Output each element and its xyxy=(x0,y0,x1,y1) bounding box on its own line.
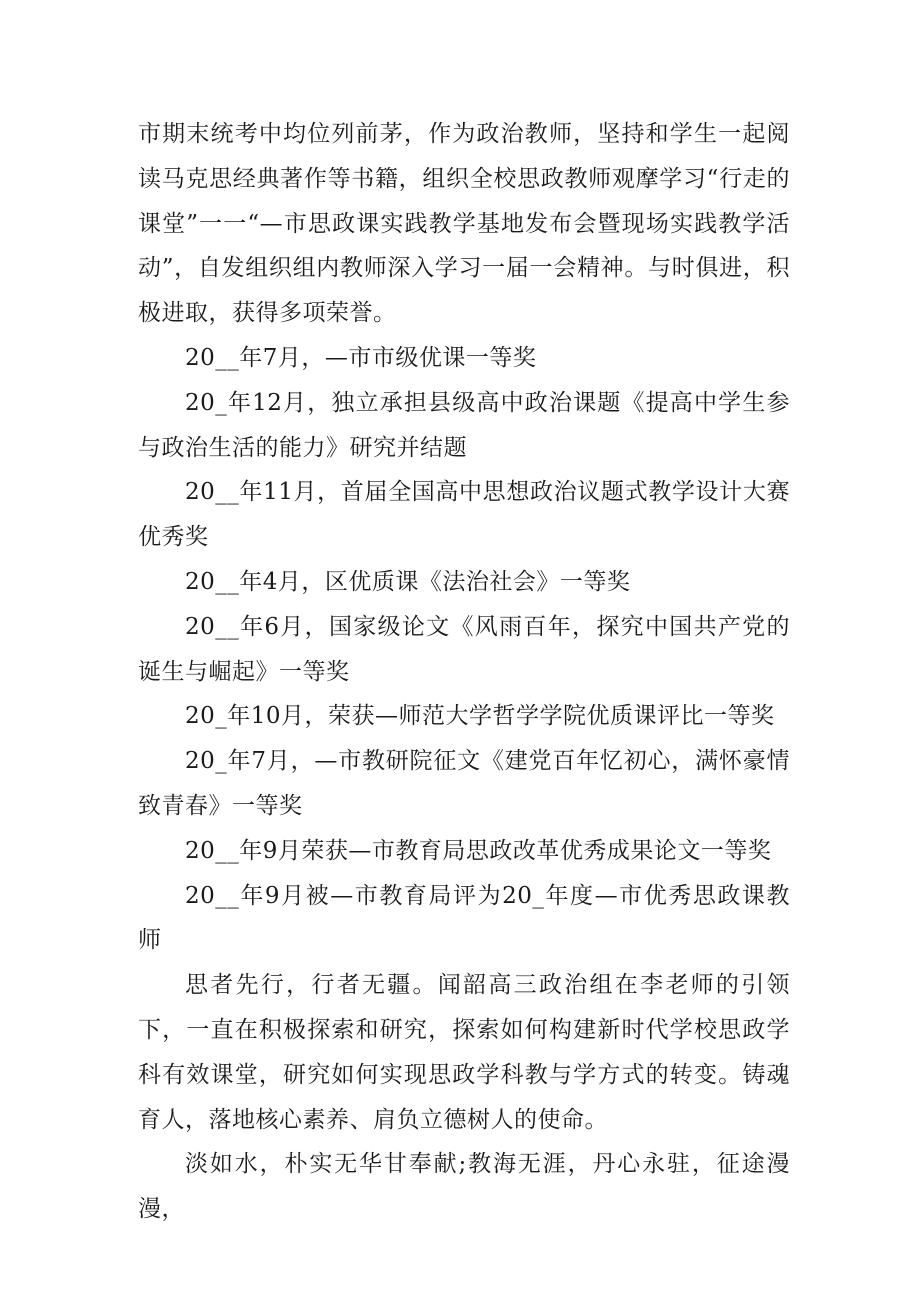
award-item: 20_年7月，—市教研院征文《建党百年忆初心，满怀豪情致青春》一等奖 xyxy=(138,748,790,819)
award-item: 20__年4月，区优质课《法治社会》一等奖 xyxy=(185,568,631,595)
award-item: 20__年11月，首届全国高中思想政治议题式教学设计大赛优秀奖 xyxy=(138,479,790,551)
award-item: 20__年9月荣获—市教育局思政改革优秀成果论文一等奖 xyxy=(185,837,772,864)
paragraph-intro: 市期末统考中均位列前茅，作为政治教师，坚持和学生一起阅读马克思经典著作等书籍，组织全校思政教师观摩学习“行走的课堂”一一“—市思政课实践教学基地发布会暨现场实践教学活动”，自发组织组内教师深入学习一届一会精神。与时俱进，积极进取，获得多项荣誉。 xyxy=(138,121,790,327)
award-item: 20_年10月，荣获—师范大学哲学学院优质课评比一等奖 xyxy=(185,703,775,730)
paragraph-body: 思者先行，行者无疆。闻韶高三政治组在李老师的引领下，一直在积极探索和研究，探索如何构建新时代学校思政学科有效课堂，研究如何实现思政学科教与学方式的转变。铸魂育人，落地核心素养、肩负立德树人的使命。 xyxy=(138,972,790,1133)
award-item: 20__年7月，—市市级优课一等奖 xyxy=(185,344,537,371)
award-item: 20__年6月，国家级论文《风雨百年，探究中国共产党的诞生与崛起》一等奖 xyxy=(138,613,790,685)
award-item: 20_年12月，独立承担县级高中政治课题《提高中学生参与政治生活的能力》研究并结题 xyxy=(138,389,790,461)
paragraph-closing: 淡如水，朴实无华甘奉献;教海无涯，丹心永驻，征途漫漫， xyxy=(138,1151,790,1223)
award-item: 20__年9月被—市教育局评为20_年度—市优秀思政课教师 xyxy=(138,882,790,954)
